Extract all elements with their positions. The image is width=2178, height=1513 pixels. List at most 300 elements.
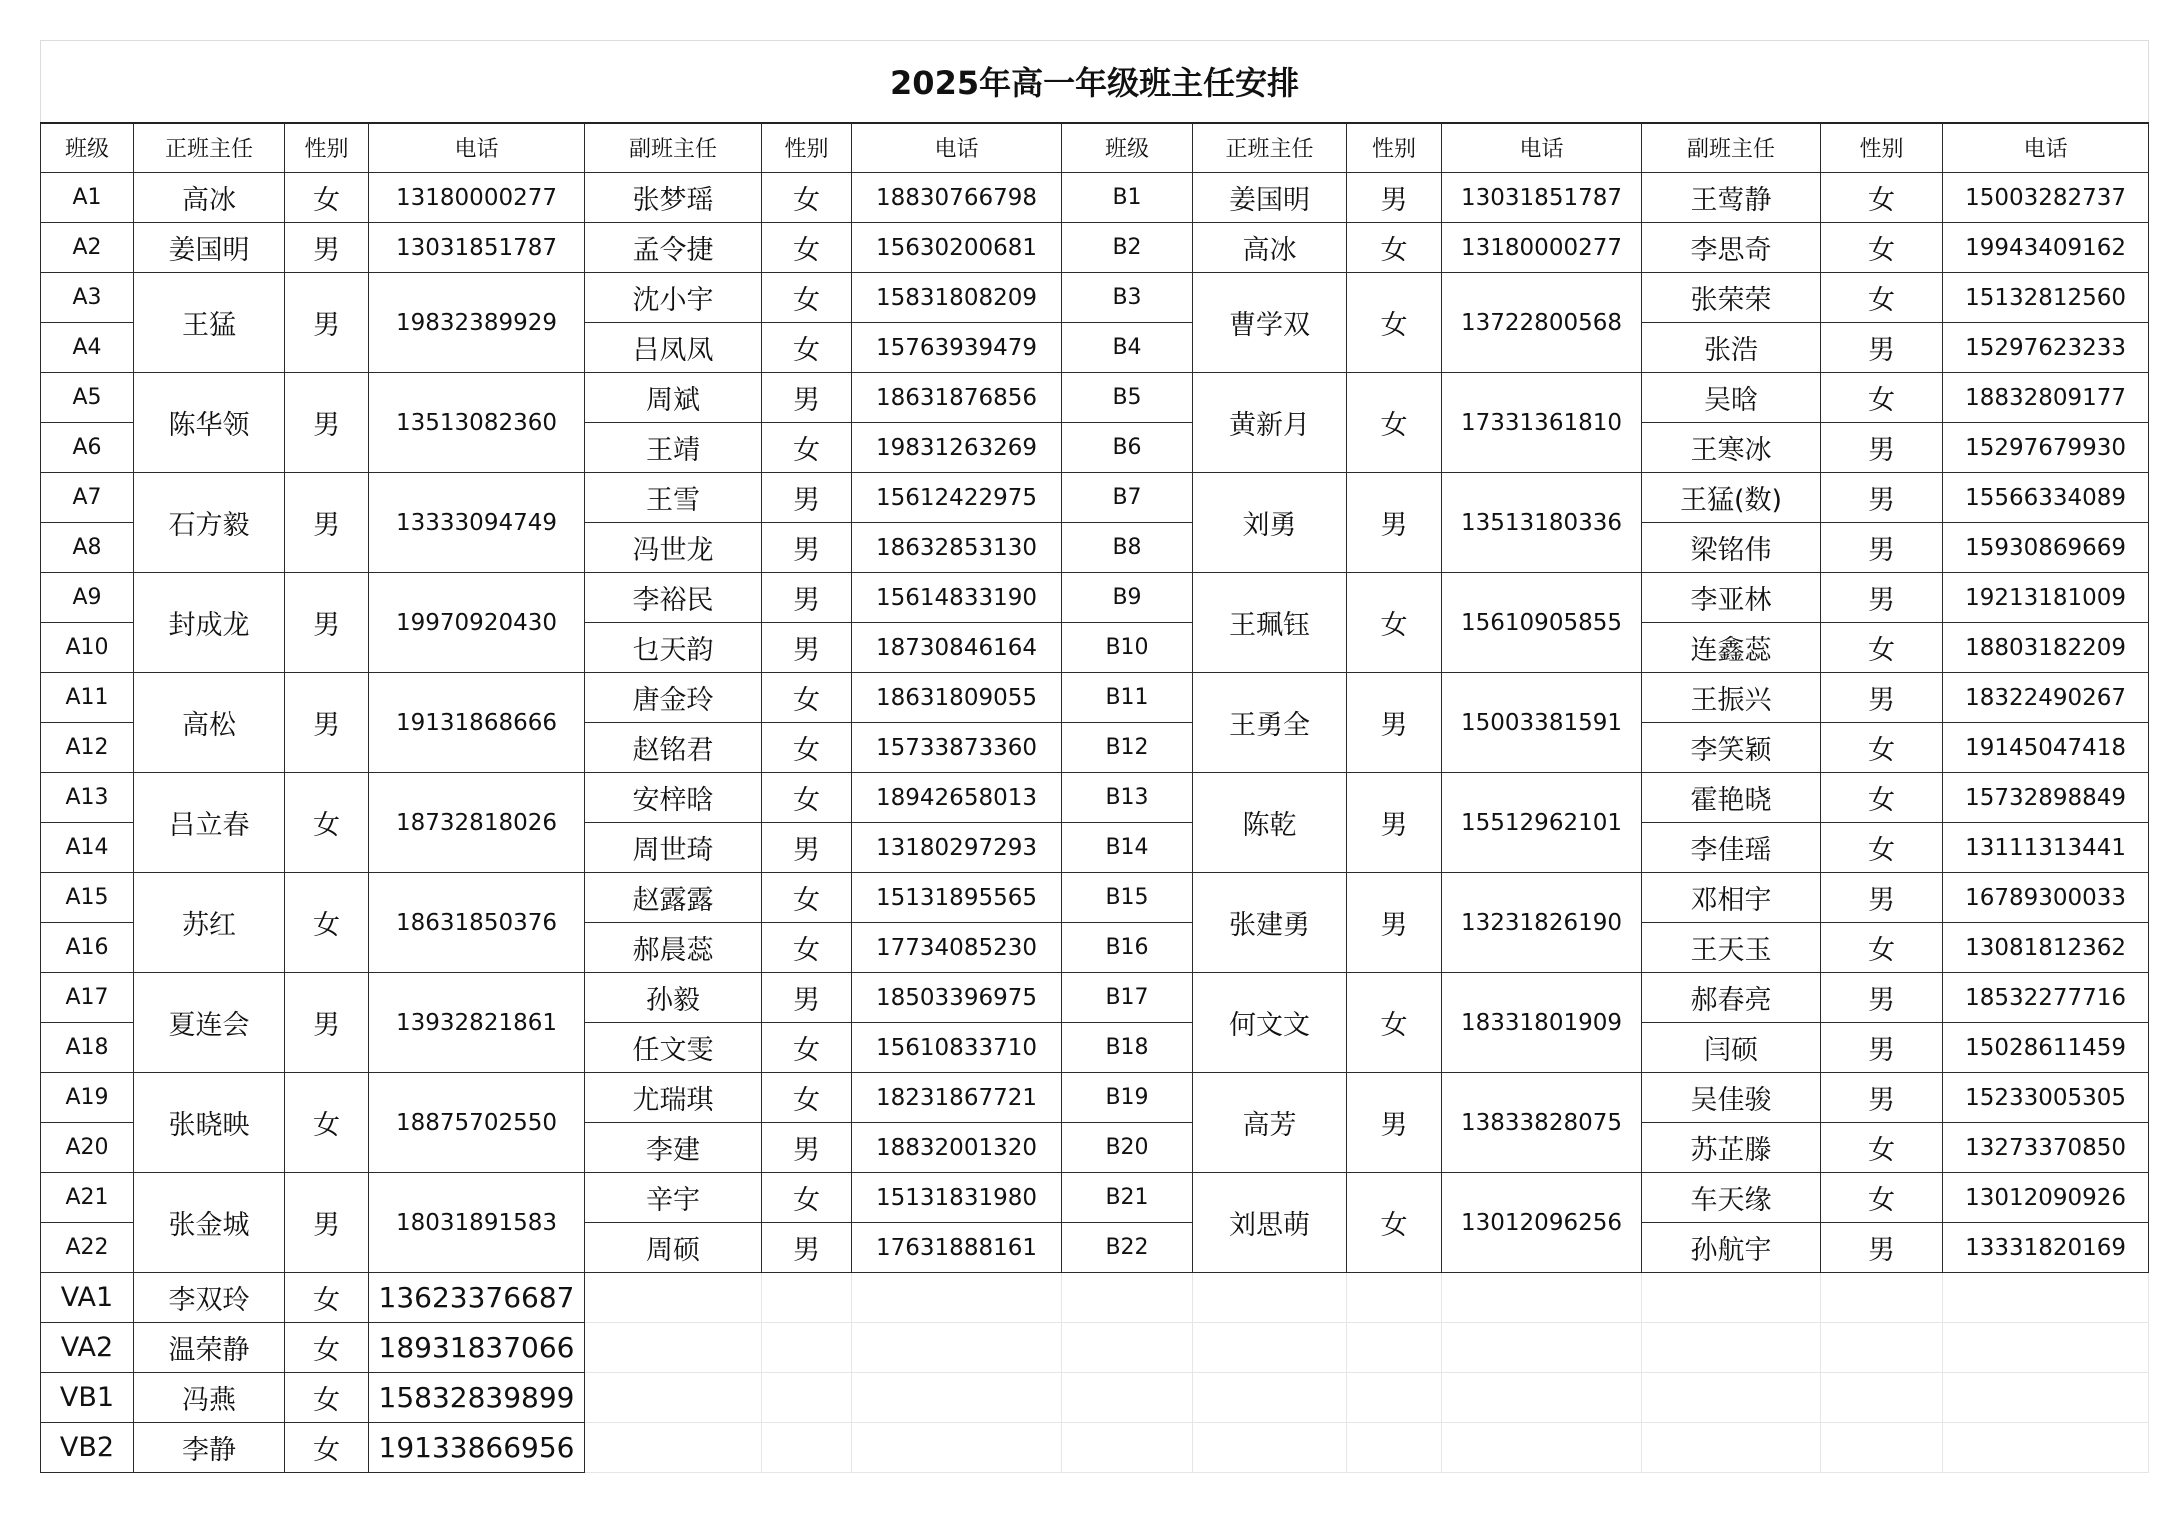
header-row xyxy=(41,123,2149,173)
head-teacher-b-gender: 男 xyxy=(1347,773,1442,873)
empty-cell xyxy=(852,1423,1062,1473)
vice-teacher-b-name: 霍艳晓 xyxy=(1642,773,1821,823)
empty-cell xyxy=(1062,1273,1193,1323)
head-teacher-a-phone: 19131868666 xyxy=(369,673,585,773)
vice-teacher-a-gender: 女 xyxy=(762,323,852,373)
column-header: 正班主任 xyxy=(1193,123,1347,173)
vice-teacher-b-phone: 15028611459 xyxy=(1943,1023,2149,1073)
vice-teacher-a-gender: 男 xyxy=(762,1123,852,1173)
head-teacher-a-phone: 18631850376 xyxy=(369,873,585,973)
class-a-cell: A15 xyxy=(41,873,134,923)
vice-teacher-b-gender: 男 xyxy=(1821,673,1943,723)
homeroom-teacher-table xyxy=(40,40,2149,1473)
vice-teacher-a-phone: 15831808209 xyxy=(852,273,1062,323)
column-header: 电话 xyxy=(369,123,585,173)
head-teacher-b-phone: 15512962101 xyxy=(1442,773,1642,873)
vice-teacher-a-phone: 18231867721 xyxy=(852,1073,1062,1123)
column-header: 电话 xyxy=(1943,123,2149,173)
column-header: 性别 xyxy=(762,123,852,173)
class-b-cell: B1 xyxy=(1062,173,1193,223)
empty-cell xyxy=(762,1323,852,1373)
vice-teacher-a-name: 李裕民 xyxy=(585,573,762,623)
class-a-cell: A17 xyxy=(41,973,134,1023)
head-teacher-a-gender: 男 xyxy=(285,373,369,473)
empty-cell xyxy=(1347,1373,1442,1423)
vice-teacher-a-name: 赵铭君 xyxy=(585,723,762,773)
empty-cell xyxy=(1347,1323,1442,1373)
vice-teacher-b-phone: 15930869669 xyxy=(1943,523,2149,573)
head-teacher-b-gender: 女 xyxy=(1347,573,1442,673)
vice-teacher-b-phone: 19943409162 xyxy=(1943,223,2149,273)
vice-teacher-b-gender: 女 xyxy=(1821,723,1943,773)
vice-teacher-a-gender: 男 xyxy=(762,473,852,523)
class-b-cell: B22 xyxy=(1062,1223,1193,1273)
class-b-cell: B18 xyxy=(1062,1023,1193,1073)
vice-teacher-b-name: 苏芷滕 xyxy=(1642,1123,1821,1173)
page-title: 2025年高一年级班主任安排 xyxy=(41,41,2149,123)
vice-teacher-a-gender: 女 xyxy=(762,1023,852,1073)
head-teacher-b-name: 刘勇 xyxy=(1193,473,1347,573)
vice-teacher-b-gender: 女 xyxy=(1821,173,1943,223)
title-row xyxy=(41,41,2149,123)
vice-teacher-a-phone: 15763939479 xyxy=(852,323,1062,373)
vice-teacher-b-phone: 15233005305 xyxy=(1943,1073,2149,1123)
class-b-cell: B21 xyxy=(1062,1173,1193,1223)
vice-teacher-b-gender: 男 xyxy=(1821,1073,1943,1123)
vice-teacher-a-name: 郝晨蕊 xyxy=(585,923,762,973)
class-b-cell: B15 xyxy=(1062,873,1193,923)
empty-cell xyxy=(1442,1323,1642,1373)
head-teacher-a-gender: 男 xyxy=(285,273,369,373)
class-a-cell: A22 xyxy=(41,1223,134,1273)
extra-teacher-phone: 13623376687 xyxy=(369,1273,585,1323)
vice-teacher-a-phone: 18632853130 xyxy=(852,523,1062,573)
head-teacher-a-name: 姜国明 xyxy=(134,223,285,273)
vice-teacher-a-phone: 18832001320 xyxy=(852,1123,1062,1173)
class-a-cell: A18 xyxy=(41,1023,134,1073)
vice-teacher-a-gender: 女 xyxy=(762,223,852,273)
class-a-cell: A3 xyxy=(41,273,134,323)
head-teacher-a-phone: 18732818026 xyxy=(369,773,585,873)
class-b-cell: B5 xyxy=(1062,373,1193,423)
head-teacher-a-gender: 男 xyxy=(285,573,369,673)
class-b-cell: B7 xyxy=(1062,473,1193,523)
head-teacher-b-gender: 女 xyxy=(1347,273,1442,373)
vice-teacher-b-phone: 15732898849 xyxy=(1943,773,2149,823)
head-teacher-b-gender: 男 xyxy=(1347,1073,1442,1173)
vice-teacher-b-phone: 16789300033 xyxy=(1943,873,2149,923)
empty-cell xyxy=(585,1373,762,1423)
vice-teacher-b-phone: 19145047418 xyxy=(1943,723,2149,773)
head-teacher-a-name: 苏红 xyxy=(134,873,285,973)
head-teacher-a-name: 高松 xyxy=(134,673,285,773)
class-a-cell: A9 xyxy=(41,573,134,623)
head-teacher-b-name: 王珮钰 xyxy=(1193,573,1347,673)
schedule-sheet xyxy=(40,40,2149,1473)
head-teacher-a-phone: 19970920430 xyxy=(369,573,585,673)
vice-teacher-a-phone: 18942658013 xyxy=(852,773,1062,823)
class-row xyxy=(41,1073,2149,1123)
vice-teacher-a-phone: 13180297293 xyxy=(852,823,1062,873)
vice-teacher-b-gender: 男 xyxy=(1821,873,1943,923)
column-header: 电话 xyxy=(1442,123,1642,173)
class-a-cell: A7 xyxy=(41,473,134,523)
head-teacher-b-phone: 13722800568 xyxy=(1442,273,1642,373)
head-teacher-a-name: 夏连会 xyxy=(134,973,285,1073)
extra-teacher-gender: 女 xyxy=(285,1323,369,1373)
column-header: 班级 xyxy=(41,123,134,173)
head-teacher-a-name: 王猛 xyxy=(134,273,285,373)
head-teacher-b-gender: 男 xyxy=(1347,873,1442,973)
vice-teacher-a-gender: 男 xyxy=(762,973,852,1023)
vice-teacher-a-name: 唐金玲 xyxy=(585,673,762,723)
head-teacher-a-phone: 13333094749 xyxy=(369,473,585,573)
vice-teacher-a-gender: 女 xyxy=(762,673,852,723)
empty-cell xyxy=(1642,1373,1821,1423)
vice-teacher-a-gender: 女 xyxy=(762,773,852,823)
class-b-cell: B11 xyxy=(1062,673,1193,723)
vice-teacher-b-name: 连鑫蕊 xyxy=(1642,623,1821,673)
head-teacher-a-name: 封成龙 xyxy=(134,573,285,673)
empty-cell xyxy=(852,1373,1062,1423)
vice-teacher-a-name: 孙毅 xyxy=(585,973,762,1023)
head-teacher-a-phone: 18031891583 xyxy=(369,1173,585,1273)
empty-cell xyxy=(1062,1423,1193,1473)
class-b-cell: B16 xyxy=(1062,923,1193,973)
column-header: 性别 xyxy=(1347,123,1442,173)
column-header: 班级 xyxy=(1062,123,1193,173)
head-teacher-b-name: 何文文 xyxy=(1193,973,1347,1073)
extra-teacher-name: 温荣静 xyxy=(134,1323,285,1373)
vice-teacher-a-gender: 女 xyxy=(762,423,852,473)
head-teacher-a-phone: 18875702550 xyxy=(369,1073,585,1173)
empty-cell xyxy=(1193,1273,1347,1323)
head-teacher-a-phone: 13031851787 xyxy=(369,223,585,273)
head-teacher-a-name: 张金城 xyxy=(134,1173,285,1273)
vice-teacher-b-gender: 男 xyxy=(1821,323,1943,373)
vice-teacher-b-gender: 女 xyxy=(1821,373,1943,423)
vice-teacher-b-name: 李思奇 xyxy=(1642,223,1821,273)
head-teacher-b-name: 黄新月 xyxy=(1193,373,1347,473)
extra-teacher-name: 冯燕 xyxy=(134,1373,285,1423)
head-teacher-a-gender: 男 xyxy=(285,673,369,773)
class-row xyxy=(41,973,2149,1023)
vice-teacher-a-gender: 男 xyxy=(762,823,852,873)
head-teacher-a-name: 陈华领 xyxy=(134,373,285,473)
vice-teacher-b-phone: 13331820169 xyxy=(1943,1223,2149,1273)
head-teacher-b-gender: 女 xyxy=(1347,973,1442,1073)
class-row xyxy=(41,773,2149,823)
vice-teacher-b-name: 邓相宇 xyxy=(1642,873,1821,923)
vice-teacher-a-phone: 15614833190 xyxy=(852,573,1062,623)
class-a-cell: A5 xyxy=(41,373,134,423)
extra-teacher-name: 李静 xyxy=(134,1423,285,1473)
vice-teacher-a-gender: 女 xyxy=(762,923,852,973)
class-row xyxy=(41,173,2149,223)
class-row xyxy=(41,673,2149,723)
head-teacher-a-gender: 男 xyxy=(285,973,369,1073)
vice-teacher-b-name: 李佳瑶 xyxy=(1642,823,1821,873)
head-teacher-b-gender: 男 xyxy=(1347,673,1442,773)
vice-teacher-a-gender: 女 xyxy=(762,273,852,323)
head-teacher-b-phone: 13012096256 xyxy=(1442,1173,1642,1273)
head-teacher-a-name: 高冰 xyxy=(134,173,285,223)
head-teacher-b-gender: 男 xyxy=(1347,173,1442,223)
head-teacher-a-phone: 13932821861 xyxy=(369,973,585,1073)
vice-teacher-b-name: 王振兴 xyxy=(1642,673,1821,723)
head-teacher-a-phone: 13180000277 xyxy=(369,173,585,223)
class-a-cell: A14 xyxy=(41,823,134,873)
head-teacher-a-gender: 女 xyxy=(285,773,369,873)
class-a-cell: A4 xyxy=(41,323,134,373)
vice-teacher-a-phone: 15733873360 xyxy=(852,723,1062,773)
head-teacher-b-gender: 男 xyxy=(1347,473,1442,573)
head-teacher-b-name: 高芳 xyxy=(1193,1073,1347,1173)
vice-teacher-a-phone: 18730846164 xyxy=(852,623,1062,673)
head-teacher-b-phone: 13180000277 xyxy=(1442,223,1642,273)
vice-teacher-a-phone: 18631876856 xyxy=(852,373,1062,423)
head-teacher-a-gender: 男 xyxy=(285,1173,369,1273)
class-b-cell: B14 xyxy=(1062,823,1193,873)
head-teacher-b-name: 曹学双 xyxy=(1193,273,1347,373)
vice-teacher-a-gender: 男 xyxy=(762,573,852,623)
class-b-cell: B13 xyxy=(1062,773,1193,823)
vice-teacher-a-phone: 18830766798 xyxy=(852,173,1062,223)
vice-teacher-a-name: 沈小宇 xyxy=(585,273,762,323)
class-a-cell: A13 xyxy=(41,773,134,823)
class-a-cell: A6 xyxy=(41,423,134,473)
head-teacher-b-phone: 15003381591 xyxy=(1442,673,1642,773)
vice-teacher-b-gender: 女 xyxy=(1821,623,1943,673)
vice-teacher-b-name: 李亚林 xyxy=(1642,573,1821,623)
extra-teacher-name: 李双玲 xyxy=(134,1273,285,1323)
head-teacher-a-name: 石方毅 xyxy=(134,473,285,573)
vice-teacher-b-name: 梁铭伟 xyxy=(1642,523,1821,573)
head-teacher-b-phone: 13513180336 xyxy=(1442,473,1642,573)
vice-teacher-b-phone: 15566334089 xyxy=(1943,473,2149,523)
extra-class-row xyxy=(41,1273,2149,1323)
vice-teacher-a-phone: 15131831980 xyxy=(852,1173,1062,1223)
vice-teacher-a-name: 张梦瑶 xyxy=(585,173,762,223)
vice-teacher-a-gender: 男 xyxy=(762,623,852,673)
class-b-cell: B6 xyxy=(1062,423,1193,473)
vice-teacher-b-gender: 男 xyxy=(1821,573,1943,623)
empty-cell xyxy=(1943,1323,2149,1373)
head-teacher-b-name: 张建勇 xyxy=(1193,873,1347,973)
empty-cell xyxy=(1943,1423,2149,1473)
column-header: 性别 xyxy=(285,123,369,173)
empty-cell xyxy=(1821,1273,1943,1323)
class-a-cell: A11 xyxy=(41,673,134,723)
vice-teacher-b-name: 张浩 xyxy=(1642,323,1821,373)
empty-cell xyxy=(762,1373,852,1423)
empty-cell xyxy=(1193,1373,1347,1423)
vice-teacher-b-phone: 18832809177 xyxy=(1943,373,2149,423)
vice-teacher-b-name: 吴佳骏 xyxy=(1642,1073,1821,1123)
vice-teacher-b-phone: 15297679930 xyxy=(1943,423,2149,473)
class-b-cell: B17 xyxy=(1062,973,1193,1023)
column-header: 正班主任 xyxy=(134,123,285,173)
vice-teacher-b-gender: 女 xyxy=(1821,1173,1943,1223)
empty-cell xyxy=(1442,1273,1642,1323)
class-a-cell: A2 xyxy=(41,223,134,273)
head-teacher-a-phone: 13513082360 xyxy=(369,373,585,473)
extra-class-row xyxy=(41,1323,2149,1373)
vice-teacher-a-phone: 18631809055 xyxy=(852,673,1062,723)
class-a-cell: A16 xyxy=(41,923,134,973)
vice-teacher-b-gender: 男 xyxy=(1821,473,1943,523)
vice-teacher-b-name: 李笑颖 xyxy=(1642,723,1821,773)
head-teacher-a-gender: 女 xyxy=(285,1073,369,1173)
empty-cell xyxy=(1347,1273,1442,1323)
empty-cell xyxy=(1442,1373,1642,1423)
vice-teacher-b-gender: 男 xyxy=(1821,1223,1943,1273)
empty-cell xyxy=(1062,1323,1193,1373)
vice-teacher-b-name: 郝春亮 xyxy=(1642,973,1821,1023)
empty-cell xyxy=(762,1423,852,1473)
vice-teacher-b-phone: 18322490267 xyxy=(1943,673,2149,723)
class-b-cell: B9 xyxy=(1062,573,1193,623)
class-row xyxy=(41,223,2149,273)
head-teacher-a-gender: 女 xyxy=(285,173,369,223)
class-a-cell: A10 xyxy=(41,623,134,673)
class-row xyxy=(41,873,2149,923)
vice-teacher-b-gender: 女 xyxy=(1821,1123,1943,1173)
head-teacher-b-gender: 女 xyxy=(1347,223,1442,273)
empty-cell xyxy=(585,1423,762,1473)
vice-teacher-a-name: 周斌 xyxy=(585,373,762,423)
class-row xyxy=(41,373,2149,423)
vice-teacher-b-phone: 19213181009 xyxy=(1943,573,2149,623)
class-a-cell: A21 xyxy=(41,1173,134,1223)
vice-teacher-a-name: 王靖 xyxy=(585,423,762,473)
vice-teacher-a-phone: 15131895565 xyxy=(852,873,1062,923)
vice-teacher-a-name: 孟令捷 xyxy=(585,223,762,273)
head-teacher-b-phone: 13031851787 xyxy=(1442,173,1642,223)
head-teacher-b-name: 刘思萌 xyxy=(1193,1173,1347,1273)
vice-teacher-b-name: 孙航宇 xyxy=(1642,1223,1821,1273)
vice-teacher-b-name: 王天玉 xyxy=(1642,923,1821,973)
vice-teacher-b-gender: 女 xyxy=(1821,273,1943,323)
empty-cell xyxy=(1062,1373,1193,1423)
vice-teacher-a-phone: 15630200681 xyxy=(852,223,1062,273)
vice-teacher-a-phone: 17631888161 xyxy=(852,1223,1062,1273)
vice-teacher-a-gender: 女 xyxy=(762,1173,852,1223)
vice-teacher-a-gender: 男 xyxy=(762,523,852,573)
vice-teacher-b-gender: 男 xyxy=(1821,423,1943,473)
vice-teacher-a-name: 吕凤凤 xyxy=(585,323,762,373)
class-b-cell: B8 xyxy=(1062,523,1193,573)
empty-cell xyxy=(1193,1323,1347,1373)
extra-class-cell: VA2 xyxy=(41,1323,134,1373)
vice-teacher-b-name: 王寒冰 xyxy=(1642,423,1821,473)
empty-cell xyxy=(1943,1273,2149,1323)
vice-teacher-a-name: 辛宇 xyxy=(585,1173,762,1223)
empty-cell xyxy=(1642,1273,1821,1323)
empty-cell xyxy=(1821,1373,1943,1423)
class-b-cell: B3 xyxy=(1062,273,1193,323)
class-b-cell: B12 xyxy=(1062,723,1193,773)
vice-teacher-b-phone: 15003282737 xyxy=(1943,173,2149,223)
extra-class-row xyxy=(41,1373,2149,1423)
head-teacher-b-phone: 13833828075 xyxy=(1442,1073,1642,1173)
class-row xyxy=(41,1173,2149,1223)
empty-cell xyxy=(762,1273,852,1323)
class-row xyxy=(41,473,2149,523)
extra-class-row xyxy=(41,1423,2149,1473)
empty-cell xyxy=(1193,1423,1347,1473)
empty-cell xyxy=(1642,1323,1821,1373)
vice-teacher-a-name: 安梓晗 xyxy=(585,773,762,823)
empty-cell xyxy=(852,1323,1062,1373)
vice-teacher-a-name: 赵露露 xyxy=(585,873,762,923)
vice-teacher-a-name: 周世琦 xyxy=(585,823,762,873)
empty-cell xyxy=(585,1323,762,1373)
vice-teacher-a-gender: 男 xyxy=(762,373,852,423)
vice-teacher-b-name: 闫硕 xyxy=(1642,1023,1821,1073)
head-teacher-b-phone: 13231826190 xyxy=(1442,873,1642,973)
vice-teacher-a-name: 尤瑞琪 xyxy=(585,1073,762,1123)
class-a-cell: A20 xyxy=(41,1123,134,1173)
vice-teacher-b-phone: 15297623233 xyxy=(1943,323,2149,373)
vice-teacher-b-phone: 13273370850 xyxy=(1943,1123,2149,1173)
head-teacher-b-gender: 女 xyxy=(1347,373,1442,473)
class-a-cell: A19 xyxy=(41,1073,134,1123)
vice-teacher-b-name: 车天缘 xyxy=(1642,1173,1821,1223)
vice-teacher-b-gender: 女 xyxy=(1821,823,1943,873)
vice-teacher-a-gender: 女 xyxy=(762,723,852,773)
vice-teacher-b-phone: 13012090926 xyxy=(1943,1173,2149,1223)
head-teacher-a-gender: 男 xyxy=(285,223,369,273)
head-teacher-a-phone: 19832389929 xyxy=(369,273,585,373)
class-b-cell: B4 xyxy=(1062,323,1193,373)
empty-cell xyxy=(1943,1373,2149,1423)
empty-cell xyxy=(1347,1423,1442,1473)
vice-teacher-b-gender: 女 xyxy=(1821,923,1943,973)
vice-teacher-b-gender: 男 xyxy=(1821,523,1943,573)
column-header: 电话 xyxy=(852,123,1062,173)
vice-teacher-a-phone: 15612422975 xyxy=(852,473,1062,523)
vice-teacher-b-phone: 18803182209 xyxy=(1943,623,2149,673)
vice-teacher-b-name: 吴晗 xyxy=(1642,373,1821,423)
vice-teacher-a-gender: 女 xyxy=(762,1073,852,1123)
vice-teacher-a-phone: 17734085230 xyxy=(852,923,1062,973)
vice-teacher-b-phone: 15132812560 xyxy=(1943,273,2149,323)
extra-teacher-phone: 15832839899 xyxy=(369,1373,585,1423)
vice-teacher-b-gender: 男 xyxy=(1821,973,1943,1023)
vice-teacher-b-gender: 女 xyxy=(1821,223,1943,273)
extra-teacher-gender: 女 xyxy=(285,1273,369,1323)
head-teacher-a-name: 张晓映 xyxy=(134,1073,285,1173)
vice-teacher-a-name: 李建 xyxy=(585,1123,762,1173)
empty-cell xyxy=(585,1273,762,1323)
vice-teacher-a-phone: 18503396975 xyxy=(852,973,1062,1023)
empty-cell xyxy=(1821,1423,1943,1473)
vice-teacher-a-name: 乜天韵 xyxy=(585,623,762,673)
extra-teacher-phone: 18931837066 xyxy=(369,1323,585,1373)
column-header: 副班主任 xyxy=(585,123,762,173)
class-a-cell: A12 xyxy=(41,723,134,773)
vice-teacher-a-name: 冯世龙 xyxy=(585,523,762,573)
empty-cell xyxy=(1442,1423,1642,1473)
head-teacher-b-name: 王勇全 xyxy=(1193,673,1347,773)
class-row xyxy=(41,273,2149,323)
empty-cell xyxy=(852,1273,1062,1323)
vice-teacher-a-name: 周硕 xyxy=(585,1223,762,1273)
vice-teacher-a-gender: 男 xyxy=(762,1223,852,1273)
extra-teacher-phone: 19133866956 xyxy=(369,1423,585,1473)
head-teacher-a-gender: 男 xyxy=(285,473,369,573)
